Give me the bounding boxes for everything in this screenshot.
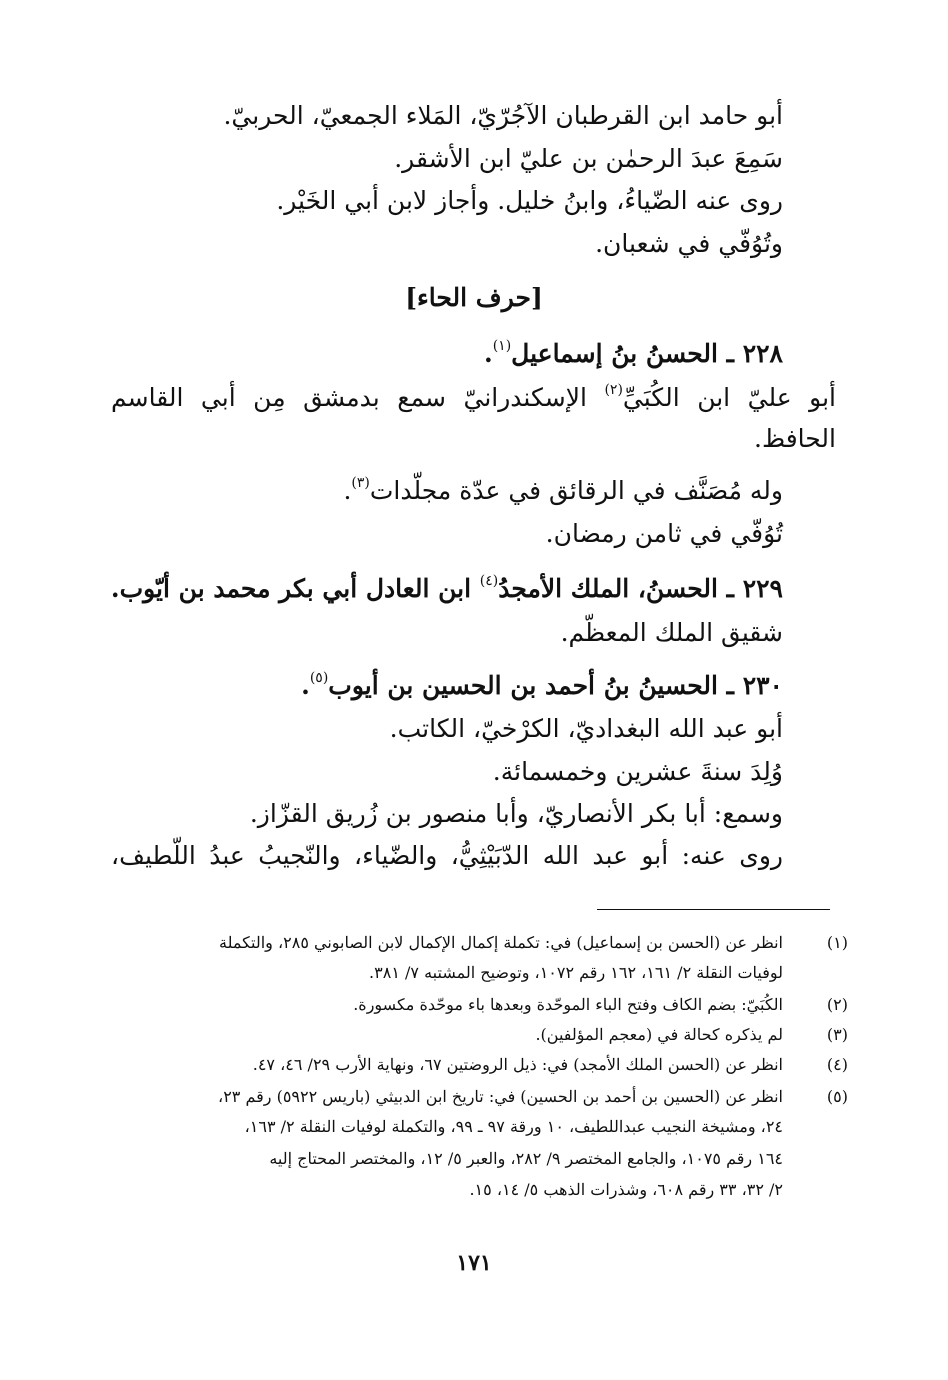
footnote-line: لم يذكره كحالة في (معجم المؤلفين). — [535, 1025, 783, 1044]
footnote-ref: (٢) — [604, 382, 623, 398]
footnote-ref: (٤) — [479, 573, 499, 589]
entry-title-text: ٢٢٨ ـ الحسنُ بنُ إسماعيل — [511, 339, 783, 368]
title-end: . — [483, 339, 493, 368]
footnote-number: (٤) — [826, 1055, 848, 1074]
entry-title — [484, 338, 783, 370]
page-number: ١٧١ — [456, 1250, 492, 1276]
footnote-line: ١٦٤ رقم ١٠٧٥، والجامع المختصر ٩/ ٢٨٢، والعبر ٥/ ١٢، والمختصر المحتاج إليه — [269, 1149, 783, 1168]
text-line — [111, 382, 836, 414]
text-line: سَمِعَ عبدَ الرحمٰن بن عليّ ابن الأشقر. — [394, 144, 783, 173]
footnote-ref: (٣) — [351, 475, 370, 491]
entry-title-text: ابن العادل أبي بكر محمد بن أيّوب. — [110, 574, 480, 603]
text-line: أبو عبد الله البغداديّ، الكرْخيّ، الكاتب. — [389, 714, 783, 743]
footnote-number: (٢) — [826, 995, 848, 1014]
text-line: أبو حامد ابن القرطبان الآجُرّيّ، المَلاء الجمعيّ، الحربيّ. — [223, 101, 783, 130]
text-line: شقيق الملك المعظّم. — [560, 618, 783, 647]
footnote-separator — [597, 909, 830, 910]
footnote-line: ٢/ ٣٢، ٣٣ رقم ٦٠٨، وشذرات الذهب ٥/ ١٤، ١٥. — [469, 1180, 783, 1199]
footnote-ref: (١) — [492, 338, 512, 354]
footnote-number: (٥) — [826, 1087, 848, 1106]
entry-title-text: ٢٢٩ ـ الحسنُ، الملك الأمجدُ — [498, 574, 783, 603]
text-line: الحافظ. — [754, 424, 836, 453]
text-part: . — [343, 476, 352, 505]
footnote-line: انظر عن (الحسن بن إسماعيل) في: تكملة إكمال الإكمال لابن الصابوني ٢٨٥، والتكملة — [219, 933, 783, 952]
text-line — [343, 475, 783, 507]
text-line: وُلِدَ سنةَ عشرين وخمسمائة. — [492, 757, 783, 786]
text-part: أبو عليّ ابن الكُبَيِّ — [622, 383, 837, 412]
entry-title-text: ٢٣٠ ـ الحسينُ بنُ أحمد بن الحسين بن أيوب — [328, 671, 783, 700]
title-end: . — [301, 671, 310, 700]
footnote-number: (٣) — [826, 1025, 848, 1044]
text-line: روى عنه الضّياءُ، وابنُ خليل. وأجاز لابن أبي الخَيْر. — [276, 186, 783, 215]
text-part: الإسكندرانيّ سمع بدمشق مِن أبي القاسم — [111, 383, 605, 412]
footnote-number: (١) — [826, 933, 848, 952]
footnote-ref: (٥) — [309, 670, 329, 686]
entry-title — [301, 670, 783, 702]
text-line: وتُوُفّي في شعبان. — [595, 229, 783, 258]
footnote-line: انظر عن (الحسين بن أحمد بن الحسين) في: تاريخ ابن الدبيثي (باريس ٥٩٢٢) رقم ٢٣، — [218, 1087, 783, 1106]
footnote-line: ٢٤، ومشيخة النجيب عبداللطيف، ١٠ ورقة ٩٧ ـ ٩٩، والتكملة لوفيات النقلة ٢/ ١٦٣، — [244, 1117, 783, 1136]
section-heading: [حرف الحاء] — [405, 283, 543, 312]
text-line: تُوُفّي في ثامن رمضان. — [545, 519, 783, 548]
text-line: وسمع: أبا بكر الأنصاريّ، وأبا منصور بن زُريق القزّاز. — [249, 799, 783, 828]
footnote-line: الكُبَيّ: بضم الكاف وفتح الباء الموحّدة وبعدها باء موحّدة مكسورة. — [353, 995, 783, 1014]
entry-title — [111, 573, 783, 605]
text-line: روى عنه: أبو عبد الله الدّبَيْثِيُّ، والضّياء، والنّجيبُ عبدُ اللّطيف، — [111, 841, 783, 870]
footnote-line: لوفيات النقلة ٢/ ١٦١، ١٦٢ رقم ١٠٧٢، وتوضيح المشتبه ٧/ ٣٨١. — [369, 963, 783, 982]
footnote-line: انظر عن (الحسن الملك الأمجد) في: ذيل الروضتين ٦٧، ونهاية الأرب ٢٩/ ٤٦، ٤٧. — [252, 1055, 783, 1074]
text-part: وله مُصَنَّف في الرقائق في عدّة مجلّدات — [369, 476, 783, 505]
